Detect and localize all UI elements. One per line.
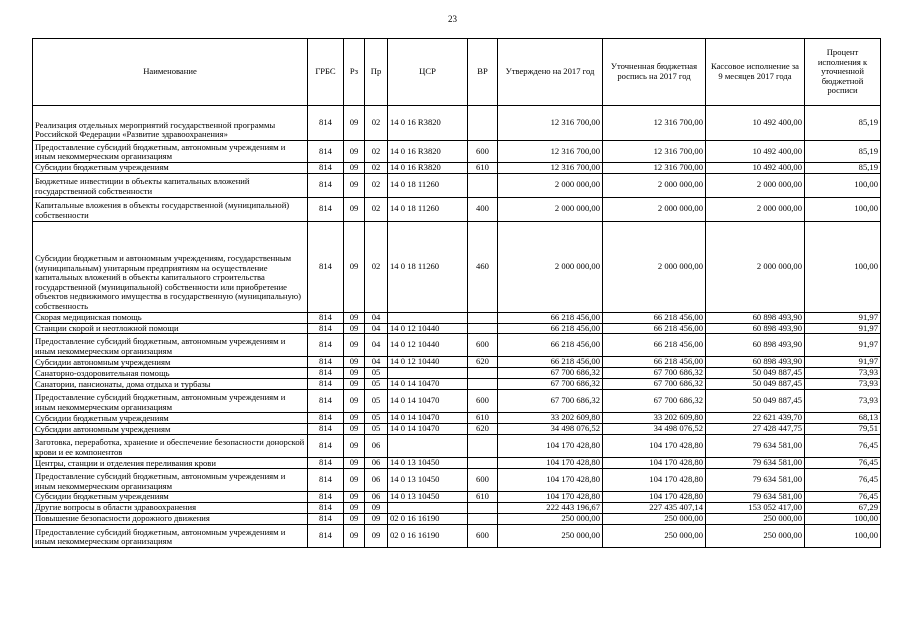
cell-grbs: 814 (308, 469, 344, 492)
table-row (33, 424, 881, 435)
cell-percent: 73,93 (805, 379, 881, 390)
cell-cash: 250 000,00 (706, 513, 805, 524)
table-row (33, 379, 881, 390)
cell-csr: 14 0 18 11260 (388, 221, 468, 312)
cell-refined: 66 218 456,00 (603, 357, 706, 368)
cell-pr: 09 (365, 524, 388, 547)
cell-name: Субсидии автономным учреждениям (33, 424, 308, 435)
cell-approved: 12 316 700,00 (498, 106, 603, 141)
cell-csr: 14 0 13 10450 (388, 492, 468, 503)
cell-refined: 66 218 456,00 (603, 334, 706, 357)
cell-pr: 02 (365, 106, 388, 141)
cell-csr: 14 0 12 10440 (388, 334, 468, 357)
cell-csr: 14 0 14 10470 (388, 424, 468, 435)
table-row (33, 390, 881, 413)
cell-name: Реализация отдельных мероприятий государственной программы Российской Федерации «Развитие здравоохранения» (33, 106, 308, 141)
cell-csr: 14 0 18 11260 (388, 173, 468, 197)
cell-cash: 10 492 400,00 (706, 106, 805, 141)
cell-rz: 09 (344, 524, 365, 547)
cell-vr (468, 379, 498, 390)
cell-refined: 67 700 686,32 (603, 390, 706, 413)
header-pr: Пр (365, 39, 388, 106)
cell-cash: 50 049 887,45 (706, 368, 805, 379)
cell-percent: 73,93 (805, 368, 881, 379)
cell-vr (468, 106, 498, 141)
cell-refined: 34 498 076,52 (603, 424, 706, 435)
cell-rz: 09 (344, 357, 365, 368)
cell-cash: 27 428 447,75 (706, 424, 805, 435)
cell-cash: 2 000 000,00 (706, 173, 805, 197)
cell-csr: 02 0 16 16190 (388, 513, 468, 524)
cell-rz: 09 (344, 390, 365, 413)
cell-approved: 33 202 609,80 (498, 413, 603, 424)
cell-rz: 09 (344, 469, 365, 492)
header-csr: ЦСР (388, 39, 468, 106)
cell-percent: 91,97 (805, 312, 881, 323)
cell-rz: 09 (344, 413, 365, 424)
cell-approved: 66 218 456,00 (498, 323, 603, 334)
cell-cash: 60 898 493,90 (706, 323, 805, 334)
cell-rz: 09 (344, 379, 365, 390)
cell-refined: 104 170 428,80 (603, 458, 706, 469)
cell-csr: 14 0 14 10470 (388, 413, 468, 424)
cell-approved: 12 316 700,00 (498, 163, 603, 174)
cell-refined: 227 435 407,14 (603, 502, 706, 513)
cell-refined: 104 170 428,80 (603, 435, 706, 458)
cell-percent: 76,45 (805, 469, 881, 492)
cell-grbs: 814 (308, 390, 344, 413)
cell-cash: 10 492 400,00 (706, 141, 805, 163)
cell-name: Скорая медицинская помощь (33, 312, 308, 323)
cell-approved: 250 000,00 (498, 524, 603, 547)
table-row (33, 312, 881, 323)
cell-vr: 600 (468, 390, 498, 413)
cell-approved: 67 700 686,32 (498, 379, 603, 390)
cell-rz: 09 (344, 106, 365, 141)
cell-refined: 250 000,00 (603, 513, 706, 524)
cell-rz: 09 (344, 141, 365, 163)
cell-pr: 05 (365, 368, 388, 379)
cell-csr: 14 0 16 R3820 (388, 163, 468, 174)
table-row (33, 435, 881, 458)
cell-pr: 04 (365, 334, 388, 357)
cell-refined: 12 316 700,00 (603, 141, 706, 163)
cell-grbs: 814 (308, 357, 344, 368)
cell-percent: 76,45 (805, 458, 881, 469)
cell-cash: 2 000 000,00 (706, 221, 805, 312)
cell-refined: 104 170 428,80 (603, 492, 706, 503)
cell-pr: 05 (365, 390, 388, 413)
cell-cash: 60 898 493,90 (706, 334, 805, 357)
cell-percent: 91,97 (805, 323, 881, 334)
cell-percent: 79,51 (805, 424, 881, 435)
cell-approved: 104 170 428,80 (498, 492, 603, 503)
cell-grbs: 814 (308, 141, 344, 163)
cell-vr (468, 323, 498, 334)
cell-name: Субсидии бюджетным учреждениям (33, 413, 308, 424)
cell-rz: 09 (344, 163, 365, 174)
cell-pr: 09 (365, 513, 388, 524)
cell-vr (468, 513, 498, 524)
cell-pr: 06 (365, 492, 388, 503)
cell-grbs: 814 (308, 197, 344, 221)
cell-vr (468, 435, 498, 458)
cell-approved: 12 316 700,00 (498, 141, 603, 163)
cell-percent: 76,45 (805, 435, 881, 458)
cell-grbs: 814 (308, 492, 344, 503)
header-row (33, 39, 881, 106)
cell-approved: 104 170 428,80 (498, 458, 603, 469)
cell-grbs: 814 (308, 379, 344, 390)
cell-pr: 06 (365, 469, 388, 492)
cell-percent: 91,97 (805, 334, 881, 357)
cell-approved: 2 000 000,00 (498, 173, 603, 197)
cell-csr: 14 0 13 10450 (388, 469, 468, 492)
cell-name: Капитальные вложения в объекты государственной (муниципальной) собственности (33, 197, 308, 221)
cell-csr: 14 0 12 10440 (388, 357, 468, 368)
cell-name: Предоставление субсидий бюджетным, автономным учреждениям и иным некоммерческим организациям (33, 524, 308, 547)
cell-percent: 100,00 (805, 197, 881, 221)
cell-cash: 79 634 581,00 (706, 492, 805, 503)
cell-refined: 2 000 000,00 (603, 197, 706, 221)
cell-vr: 600 (468, 524, 498, 547)
cell-name: Станции скорой и неотложной помощи (33, 323, 308, 334)
cell-pr: 04 (365, 357, 388, 368)
cell-name: Субсидии бюджетным учреждениям (33, 492, 308, 503)
table-row (33, 357, 881, 368)
cell-grbs: 814 (308, 173, 344, 197)
cell-csr: 14 0 14 10470 (388, 390, 468, 413)
cell-refined: 67 700 686,32 (603, 379, 706, 390)
cell-cash: 153 052 417,00 (706, 502, 805, 513)
cell-vr: 610 (468, 413, 498, 424)
cell-name: Предоставление субсидий бюджетным, автономным учреждениям и иным некоммерческим организациям (33, 469, 308, 492)
cell-cash: 22 621 439,70 (706, 413, 805, 424)
cell-grbs: 814 (308, 513, 344, 524)
cell-vr (468, 312, 498, 323)
cell-rz: 09 (344, 173, 365, 197)
cell-pr: 02 (365, 221, 388, 312)
cell-grbs: 814 (308, 524, 344, 547)
table-row (33, 173, 881, 197)
cell-pr: 05 (365, 379, 388, 390)
cell-cash: 250 000,00 (706, 524, 805, 547)
cell-name: Заготовка, переработка, хранение и обеспечение безопасности донорской крови и ее компонентов (33, 435, 308, 458)
cell-grbs: 814 (308, 368, 344, 379)
cell-refined: 33 202 609,80 (603, 413, 706, 424)
cell-approved: 66 218 456,00 (498, 357, 603, 368)
budget-table (32, 38, 881, 548)
cell-pr: 09 (365, 502, 388, 513)
cell-refined: 2 000 000,00 (603, 173, 706, 197)
cell-percent: 73,93 (805, 390, 881, 413)
cell-rz: 09 (344, 513, 365, 524)
page-number: 23 (448, 14, 457, 24)
table-row (33, 492, 881, 503)
cell-grbs: 814 (308, 502, 344, 513)
cell-rz: 09 (344, 424, 365, 435)
cell-cash: 60 898 493,90 (706, 312, 805, 323)
cell-name: Субсидии автономным учреждениям (33, 357, 308, 368)
cell-approved: 104 170 428,80 (498, 469, 603, 492)
cell-grbs: 814 (308, 323, 344, 334)
cell-name: Бюджетные инвестиции в объекты капитальных вложений государственной собственности (33, 173, 308, 197)
cell-name: Предоставление субсидий бюджетным, автономным учреждениям и иным некоммерческим организациям (33, 334, 308, 357)
header-grbs: ГРБС (308, 39, 344, 106)
table-row (33, 323, 881, 334)
cell-cash: 79 634 581,00 (706, 458, 805, 469)
cell-approved: 104 170 428,80 (498, 435, 603, 458)
header-rz: Рз (344, 39, 365, 106)
table-row (33, 502, 881, 513)
cell-csr: 14 0 16 R3820 (388, 141, 468, 163)
cell-pr: 05 (365, 424, 388, 435)
cell-rz: 09 (344, 502, 365, 513)
cell-grbs: 814 (308, 413, 344, 424)
cell-grbs: 814 (308, 424, 344, 435)
cell-percent: 67,29 (805, 502, 881, 513)
cell-approved: 222 443 196,67 (498, 502, 603, 513)
cell-cash: 79 634 581,00 (706, 435, 805, 458)
cell-refined: 66 218 456,00 (603, 323, 706, 334)
cell-name: Субсидии бюджетным учреждениям (33, 163, 308, 174)
cell-refined: 2 000 000,00 (603, 221, 706, 312)
cell-percent: 68,13 (805, 413, 881, 424)
cell-rz: 09 (344, 323, 365, 334)
cell-rz: 09 (344, 312, 365, 323)
cell-name: Центры, станции и отделения переливания крови (33, 458, 308, 469)
cell-vr (468, 368, 498, 379)
header-refined: Уточненная бюджетная роспись на 2017 год (603, 39, 706, 106)
table-row (33, 513, 881, 524)
cell-vr: 600 (468, 141, 498, 163)
cell-csr: 14 0 12 10440 (388, 323, 468, 334)
table-row (33, 413, 881, 424)
cell-pr: 05 (365, 413, 388, 424)
cell-pr: 02 (365, 163, 388, 174)
cell-grbs: 814 (308, 312, 344, 323)
cell-csr: 14 0 18 11260 (388, 197, 468, 221)
cell-grbs: 814 (308, 163, 344, 174)
table-row (33, 469, 881, 492)
cell-rz: 09 (344, 435, 365, 458)
cell-approved: 2 000 000,00 (498, 197, 603, 221)
table-row (33, 458, 881, 469)
cell-pr: 04 (365, 323, 388, 334)
cell-rz: 09 (344, 334, 365, 357)
cell-percent: 76,45 (805, 492, 881, 503)
cell-refined: 250 000,00 (603, 524, 706, 547)
cell-vr: 620 (468, 357, 498, 368)
cell-approved: 34 498 076,52 (498, 424, 603, 435)
cell-csr (388, 368, 468, 379)
table-row (33, 106, 881, 141)
cell-refined: 104 170 428,80 (603, 469, 706, 492)
cell-vr: 600 (468, 469, 498, 492)
cell-approved: 2 000 000,00 (498, 221, 603, 312)
cell-percent: 100,00 (805, 173, 881, 197)
cell-refined: 12 316 700,00 (603, 106, 706, 141)
cell-vr: 460 (468, 221, 498, 312)
cell-name: Санаторно-оздоровительная помощь (33, 368, 308, 379)
cell-rz: 09 (344, 197, 365, 221)
cell-name: Предоставление субсидий бюджетным, автономным учреждениям и иным некоммерческим организациям (33, 141, 308, 163)
cell-cash: 10 492 400,00 (706, 163, 805, 174)
cell-pr: 06 (365, 435, 388, 458)
cell-vr (468, 458, 498, 469)
cell-grbs: 814 (308, 435, 344, 458)
cell-pr: 02 (365, 141, 388, 163)
cell-pr: 02 (365, 173, 388, 197)
table-row (33, 221, 881, 312)
cell-cash: 50 049 887,45 (706, 379, 805, 390)
table-row (33, 163, 881, 174)
cell-vr: 400 (468, 197, 498, 221)
header-percent: Процент исполнения к уточненной бюджетной росписи (805, 39, 881, 106)
cell-approved: 67 700 686,32 (498, 368, 603, 379)
cell-csr: 02 0 16 16190 (388, 524, 468, 547)
cell-rz: 09 (344, 458, 365, 469)
cell-rz: 09 (344, 368, 365, 379)
cell-approved: 66 218 456,00 (498, 334, 603, 357)
cell-name: Санатории, пансионаты, дома отдыха и турбазы (33, 379, 308, 390)
table-row (33, 141, 881, 163)
cell-percent: 100,00 (805, 524, 881, 547)
cell-percent: 100,00 (805, 513, 881, 524)
cell-rz: 09 (344, 221, 365, 312)
cell-pr: 02 (365, 197, 388, 221)
cell-percent: 91,97 (805, 357, 881, 368)
cell-approved: 66 218 456,00 (498, 312, 603, 323)
cell-approved: 250 000,00 (498, 513, 603, 524)
cell-vr: 610 (468, 492, 498, 503)
cell-percent: 85,19 (805, 141, 881, 163)
header-approved: Утверждено на 2017 год (498, 39, 603, 106)
cell-approved: 67 700 686,32 (498, 390, 603, 413)
cell-csr: 14 0 16 R3820 (388, 106, 468, 141)
cell-name: Другие вопросы в области здравоохранения (33, 502, 308, 513)
cell-pr: 04 (365, 312, 388, 323)
table-row (33, 334, 881, 357)
cell-grbs: 814 (308, 334, 344, 357)
cell-vr (468, 173, 498, 197)
cell-percent: 100,00 (805, 221, 881, 312)
cell-csr: 14 0 14 10470 (388, 379, 468, 390)
cell-csr: 14 0 13 10450 (388, 458, 468, 469)
cell-cash: 79 634 581,00 (706, 469, 805, 492)
cell-csr (388, 312, 468, 323)
table-row (33, 197, 881, 221)
cell-percent: 85,19 (805, 163, 881, 174)
cell-name: Субсидии бюджетным и автономным учреждениям, государственным (муниципальным) унитарным предприятиям на осуществление капитальных вложений в объекты капитального строительства государственной (муниципальной) собственности или приобретение объектов недвижимого имущества в государственную (муниципальную) собственность (33, 221, 308, 312)
cell-cash: 2 000 000,00 (706, 197, 805, 221)
cell-grbs: 814 (308, 106, 344, 141)
cell-name: Повышение безопасности дорожного движения (33, 513, 308, 524)
cell-rz: 09 (344, 492, 365, 503)
header-vr: ВР (468, 39, 498, 106)
header-cash: Кассовое исполнение за 9 месяцев 2017 года (706, 39, 805, 106)
cell-refined: 67 700 686,32 (603, 368, 706, 379)
cell-pr: 06 (365, 458, 388, 469)
cell-cash: 60 898 493,90 (706, 357, 805, 368)
table-row (33, 368, 881, 379)
header-name: Наименование (33, 39, 308, 106)
cell-grbs: 814 (308, 221, 344, 312)
cell-refined: 66 218 456,00 (603, 312, 706, 323)
cell-percent: 85,19 (805, 106, 881, 141)
cell-vr: 620 (468, 424, 498, 435)
cell-vr (468, 502, 498, 513)
cell-csr (388, 435, 468, 458)
cell-grbs: 814 (308, 458, 344, 469)
cell-csr (388, 502, 468, 513)
cell-cash: 50 049 887,45 (706, 390, 805, 413)
table-row (33, 524, 881, 547)
cell-vr: 600 (468, 334, 498, 357)
cell-vr: 610 (468, 163, 498, 174)
cell-refined: 12 316 700,00 (603, 163, 706, 174)
cell-name: Предоставление субсидий бюджетным, автономным учреждениям и иным некоммерческим организациям (33, 390, 308, 413)
